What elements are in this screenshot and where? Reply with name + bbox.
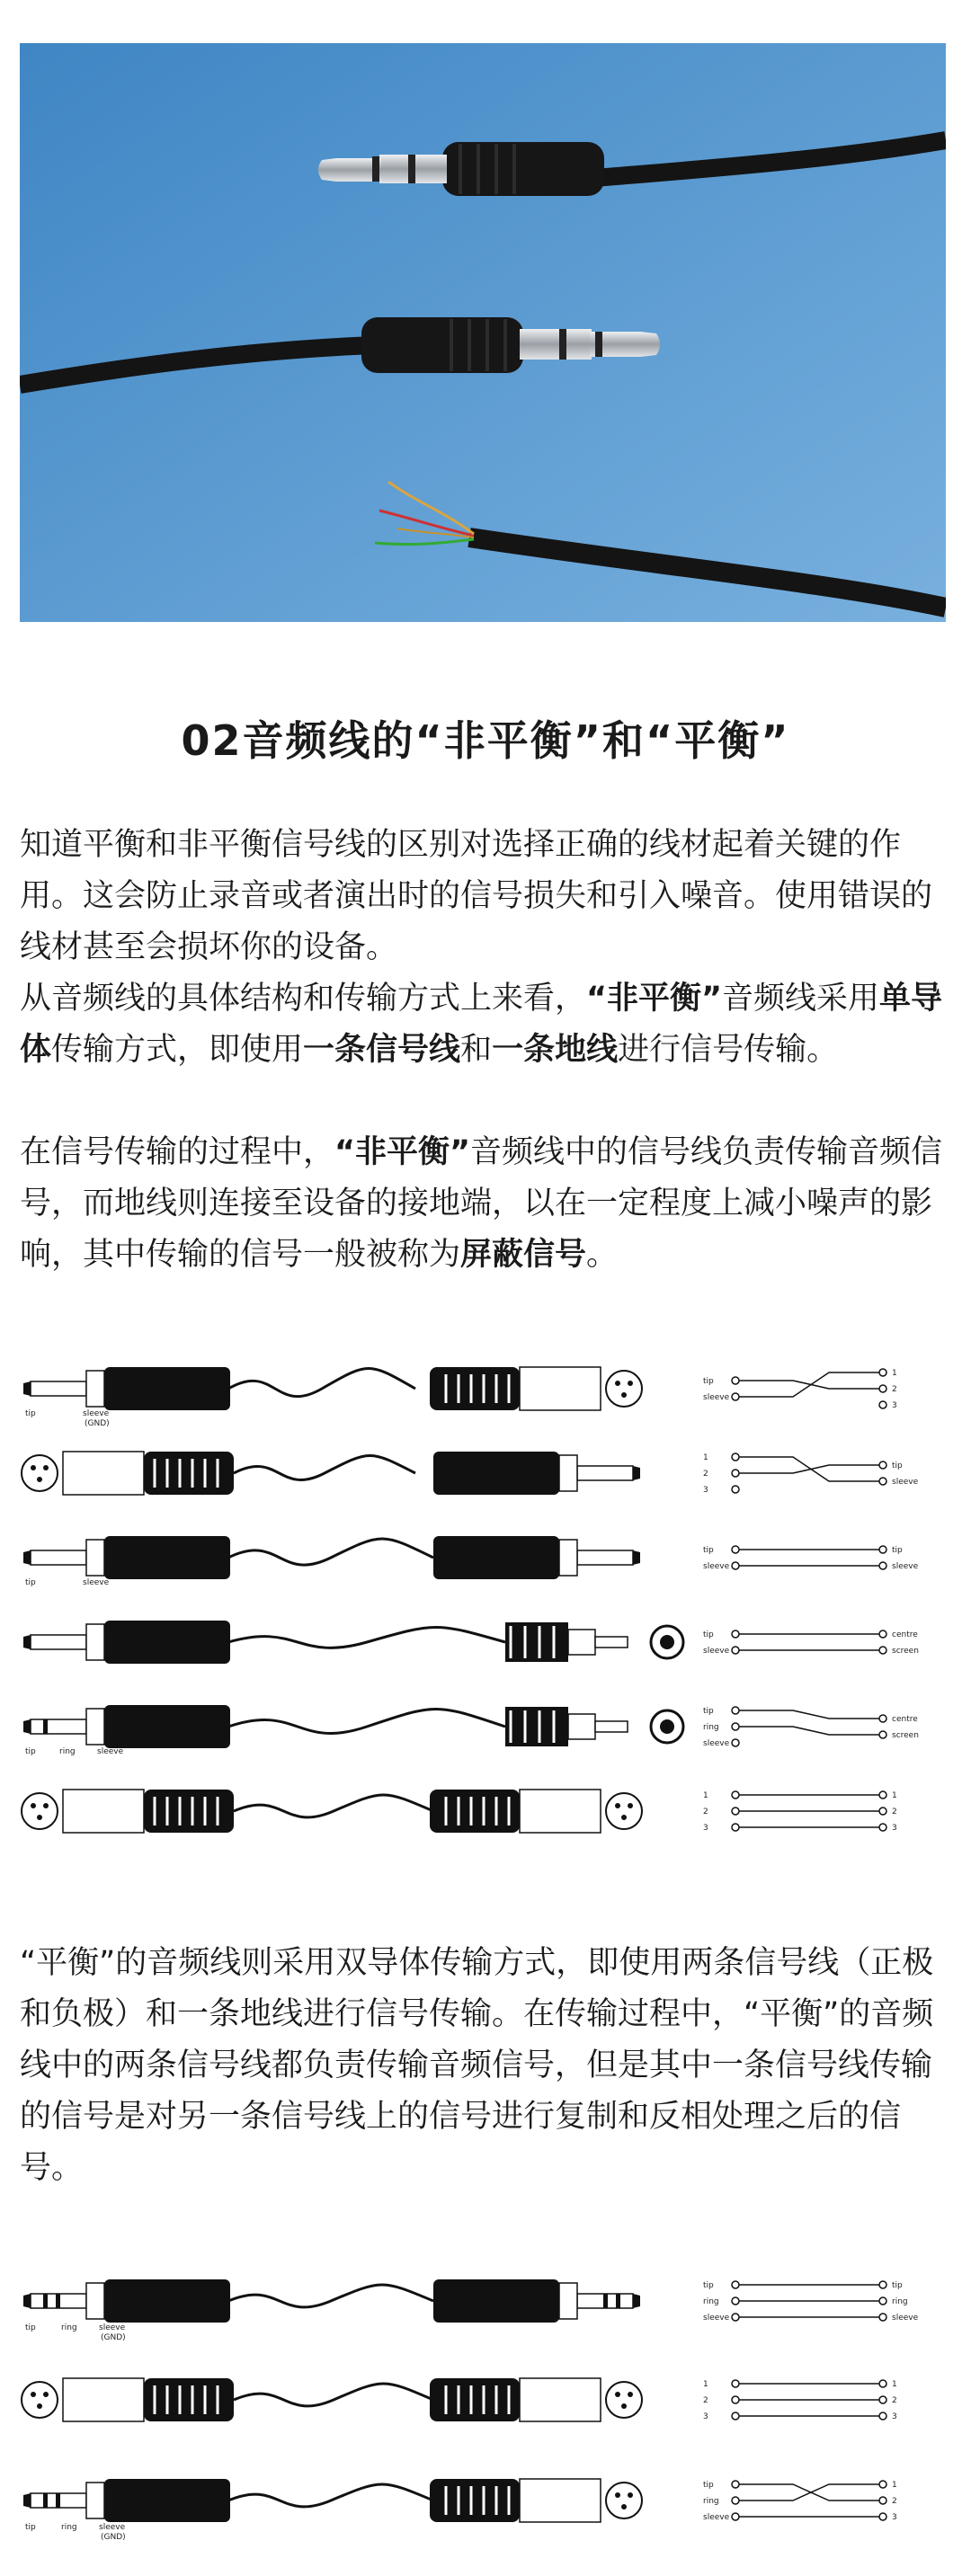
wiring-label: 2 xyxy=(703,1808,708,1817)
wiring-label: 3 xyxy=(703,2412,708,2421)
label-gnd: (GND) xyxy=(85,1419,110,1428)
cable-wire xyxy=(228,2484,433,2507)
wiring-label: tip xyxy=(703,1707,714,1716)
wiring-label: 2 xyxy=(892,1385,897,1394)
jack-body xyxy=(104,2279,230,2323)
cable-wire xyxy=(228,1539,433,1565)
wiring-label: screen xyxy=(892,1731,919,1740)
wiring-label: 2 xyxy=(703,1470,708,1479)
wiring-label: 3 xyxy=(892,1824,897,1833)
wiring-label: tip xyxy=(892,2281,903,2290)
wiring-label: tip xyxy=(703,2481,714,2490)
cable-wire xyxy=(234,1456,415,1480)
jack-body xyxy=(104,2479,230,2522)
label-tip: tip xyxy=(25,2323,36,2332)
cable-wire xyxy=(234,1795,433,1817)
wiring-label: tip xyxy=(703,1546,714,1555)
wiring-label: ring xyxy=(892,2297,908,2306)
wiring-label: screen xyxy=(892,1647,919,1656)
wiring-line xyxy=(739,1710,879,1719)
label-tip: tip xyxy=(25,1409,36,1418)
xlr-face xyxy=(22,1793,58,1829)
wiring-label: sleeve xyxy=(703,2513,730,2522)
xlr-face xyxy=(606,2483,642,2518)
wiring-label: tip xyxy=(703,1377,714,1386)
wiring-label: ring xyxy=(703,2497,719,2506)
wiring-label: tip xyxy=(703,2281,714,2290)
xlr-face xyxy=(606,1371,642,1407)
label-ring: ring xyxy=(59,1747,76,1756)
label-sleeve: sleeve xyxy=(97,1747,124,1756)
jack-body xyxy=(104,1536,230,1579)
wiring-label: sleeve xyxy=(703,1739,730,1748)
wiring-label: sleeve xyxy=(703,2314,730,2323)
cable-wire xyxy=(228,1628,505,1648)
label-ring: ring xyxy=(61,2323,77,2332)
wiring-label: sleeve xyxy=(892,1478,919,1487)
wiring-label: 3 xyxy=(892,1401,897,1410)
wiring-label: 1 xyxy=(892,1791,897,1800)
wiring-label: 3 xyxy=(703,1824,708,1833)
wiring-label: centre xyxy=(892,1715,918,1724)
wiring-label: 1 xyxy=(892,2481,897,2490)
wiring-label: centre xyxy=(892,1630,918,1639)
label-gnd: (GND) xyxy=(101,2533,126,2542)
cable-wire xyxy=(234,2384,433,2406)
jack-body xyxy=(104,1705,230,1748)
wiring-label: 2 xyxy=(703,2396,708,2405)
label-ring: ring xyxy=(61,2523,77,2532)
wiring-label: sleeve xyxy=(892,1562,919,1571)
xlr-face xyxy=(606,2382,642,2418)
wiring-label: sleeve xyxy=(703,1393,730,1402)
wiring-label: 3 xyxy=(892,2513,897,2522)
wiring-line xyxy=(739,1727,879,1735)
wiring-label: 2 xyxy=(892,2396,897,2405)
wiring-line xyxy=(739,1465,879,1473)
wiring-label: tip xyxy=(703,1630,714,1639)
cable-wire xyxy=(228,1369,415,1397)
paragraph-intro: 知道平衡和非平衡信号线的区别对选择正确的线材起着关键的作用。这会防止录音或者演出时的信号损失和引入噪音。使用错误的线材甚至会损坏你的设备。 xyxy=(20,827,933,965)
label-sleeve: sleeve xyxy=(83,1409,110,1418)
wiring-label: sleeve xyxy=(703,1562,730,1571)
wiring-label: 3 xyxy=(703,1486,708,1495)
wiring-label: 2 xyxy=(892,1808,897,1817)
xlr-face xyxy=(606,1793,642,1829)
wiring-label: 3 xyxy=(892,2412,897,2421)
wiring-label: tip xyxy=(892,1461,903,1470)
jack-body xyxy=(433,1536,559,1579)
jack-body xyxy=(433,2279,559,2323)
wiring-line xyxy=(739,2484,879,2500)
wiring-label: sleeve xyxy=(892,2314,919,2323)
wiring-label: 1 xyxy=(892,2380,897,2389)
paragraph-unbalanced-transmission: 在信号传输的过程中，“非平衡”音频线中的信号线负责传输音频信号，而地线则连接至设备的接地端，以在一定程度上减小噪声的影响，其中传输的信号一般被称为屏蔽信号。 xyxy=(20,1134,943,1273)
audio-cable-photo xyxy=(20,43,946,622)
label-tip: tip xyxy=(25,1578,36,1587)
jack-body xyxy=(104,1367,230,1410)
wiring-label: 1 xyxy=(703,1453,708,1462)
wiring-label: 2 xyxy=(892,2497,897,2506)
wiring-label: 1 xyxy=(892,1369,897,1378)
label-sleeve: sleeve xyxy=(83,1578,110,1587)
label-tip: tip xyxy=(25,2523,36,2532)
wiring-label: tip xyxy=(892,1546,903,1555)
label-tip: tip xyxy=(25,1747,36,1756)
jack-body xyxy=(433,1452,559,1495)
label-sleeve: sleeve xyxy=(99,2323,126,2332)
wiring-label: sleeve xyxy=(703,1647,730,1656)
cable-wire xyxy=(228,1710,505,1734)
paragraph-balanced: “平衡”的音频线则采用双导体传输方式，即使用两条信号线（正极和负极）和一条地线进行信号传输。在传输过程中，“平衡”的音频线中的两条信号线都负责传输音频信号，但是其中一条信号线传输的信号是对另一条信号线上的信号进行复制和反相处理之后的信号。 xyxy=(20,1945,934,2186)
label-sleeve: sleeve xyxy=(99,2523,126,2532)
wiring-label: 1 xyxy=(703,1791,708,1800)
label-gnd: (GND) xyxy=(101,2333,126,2342)
section-title: 02音频线的“非平衡”和“平衡” xyxy=(181,716,790,765)
wiring-label: ring xyxy=(703,2297,719,2306)
balanced-cable-diagram xyxy=(20,2265,951,2562)
wiring-label: 1 xyxy=(703,2380,708,2389)
paragraph-unbalanced-structure: 从音频线的具体结构和传输方式上来看，“非平衡”音频线采用单导体传输方式，即使用一条信号线和一条地线进行信号传输。 xyxy=(20,981,943,1068)
xlr-face xyxy=(22,2382,58,2418)
wiring-line xyxy=(739,2484,879,2500)
wiring-label: ring xyxy=(703,1723,719,1732)
xlr-face xyxy=(22,1455,58,1491)
jack-body xyxy=(104,1621,230,1664)
unbalanced-cable-diagram xyxy=(20,1353,951,1856)
wiring-line xyxy=(739,1381,879,1389)
cable-wire xyxy=(228,2285,433,2307)
